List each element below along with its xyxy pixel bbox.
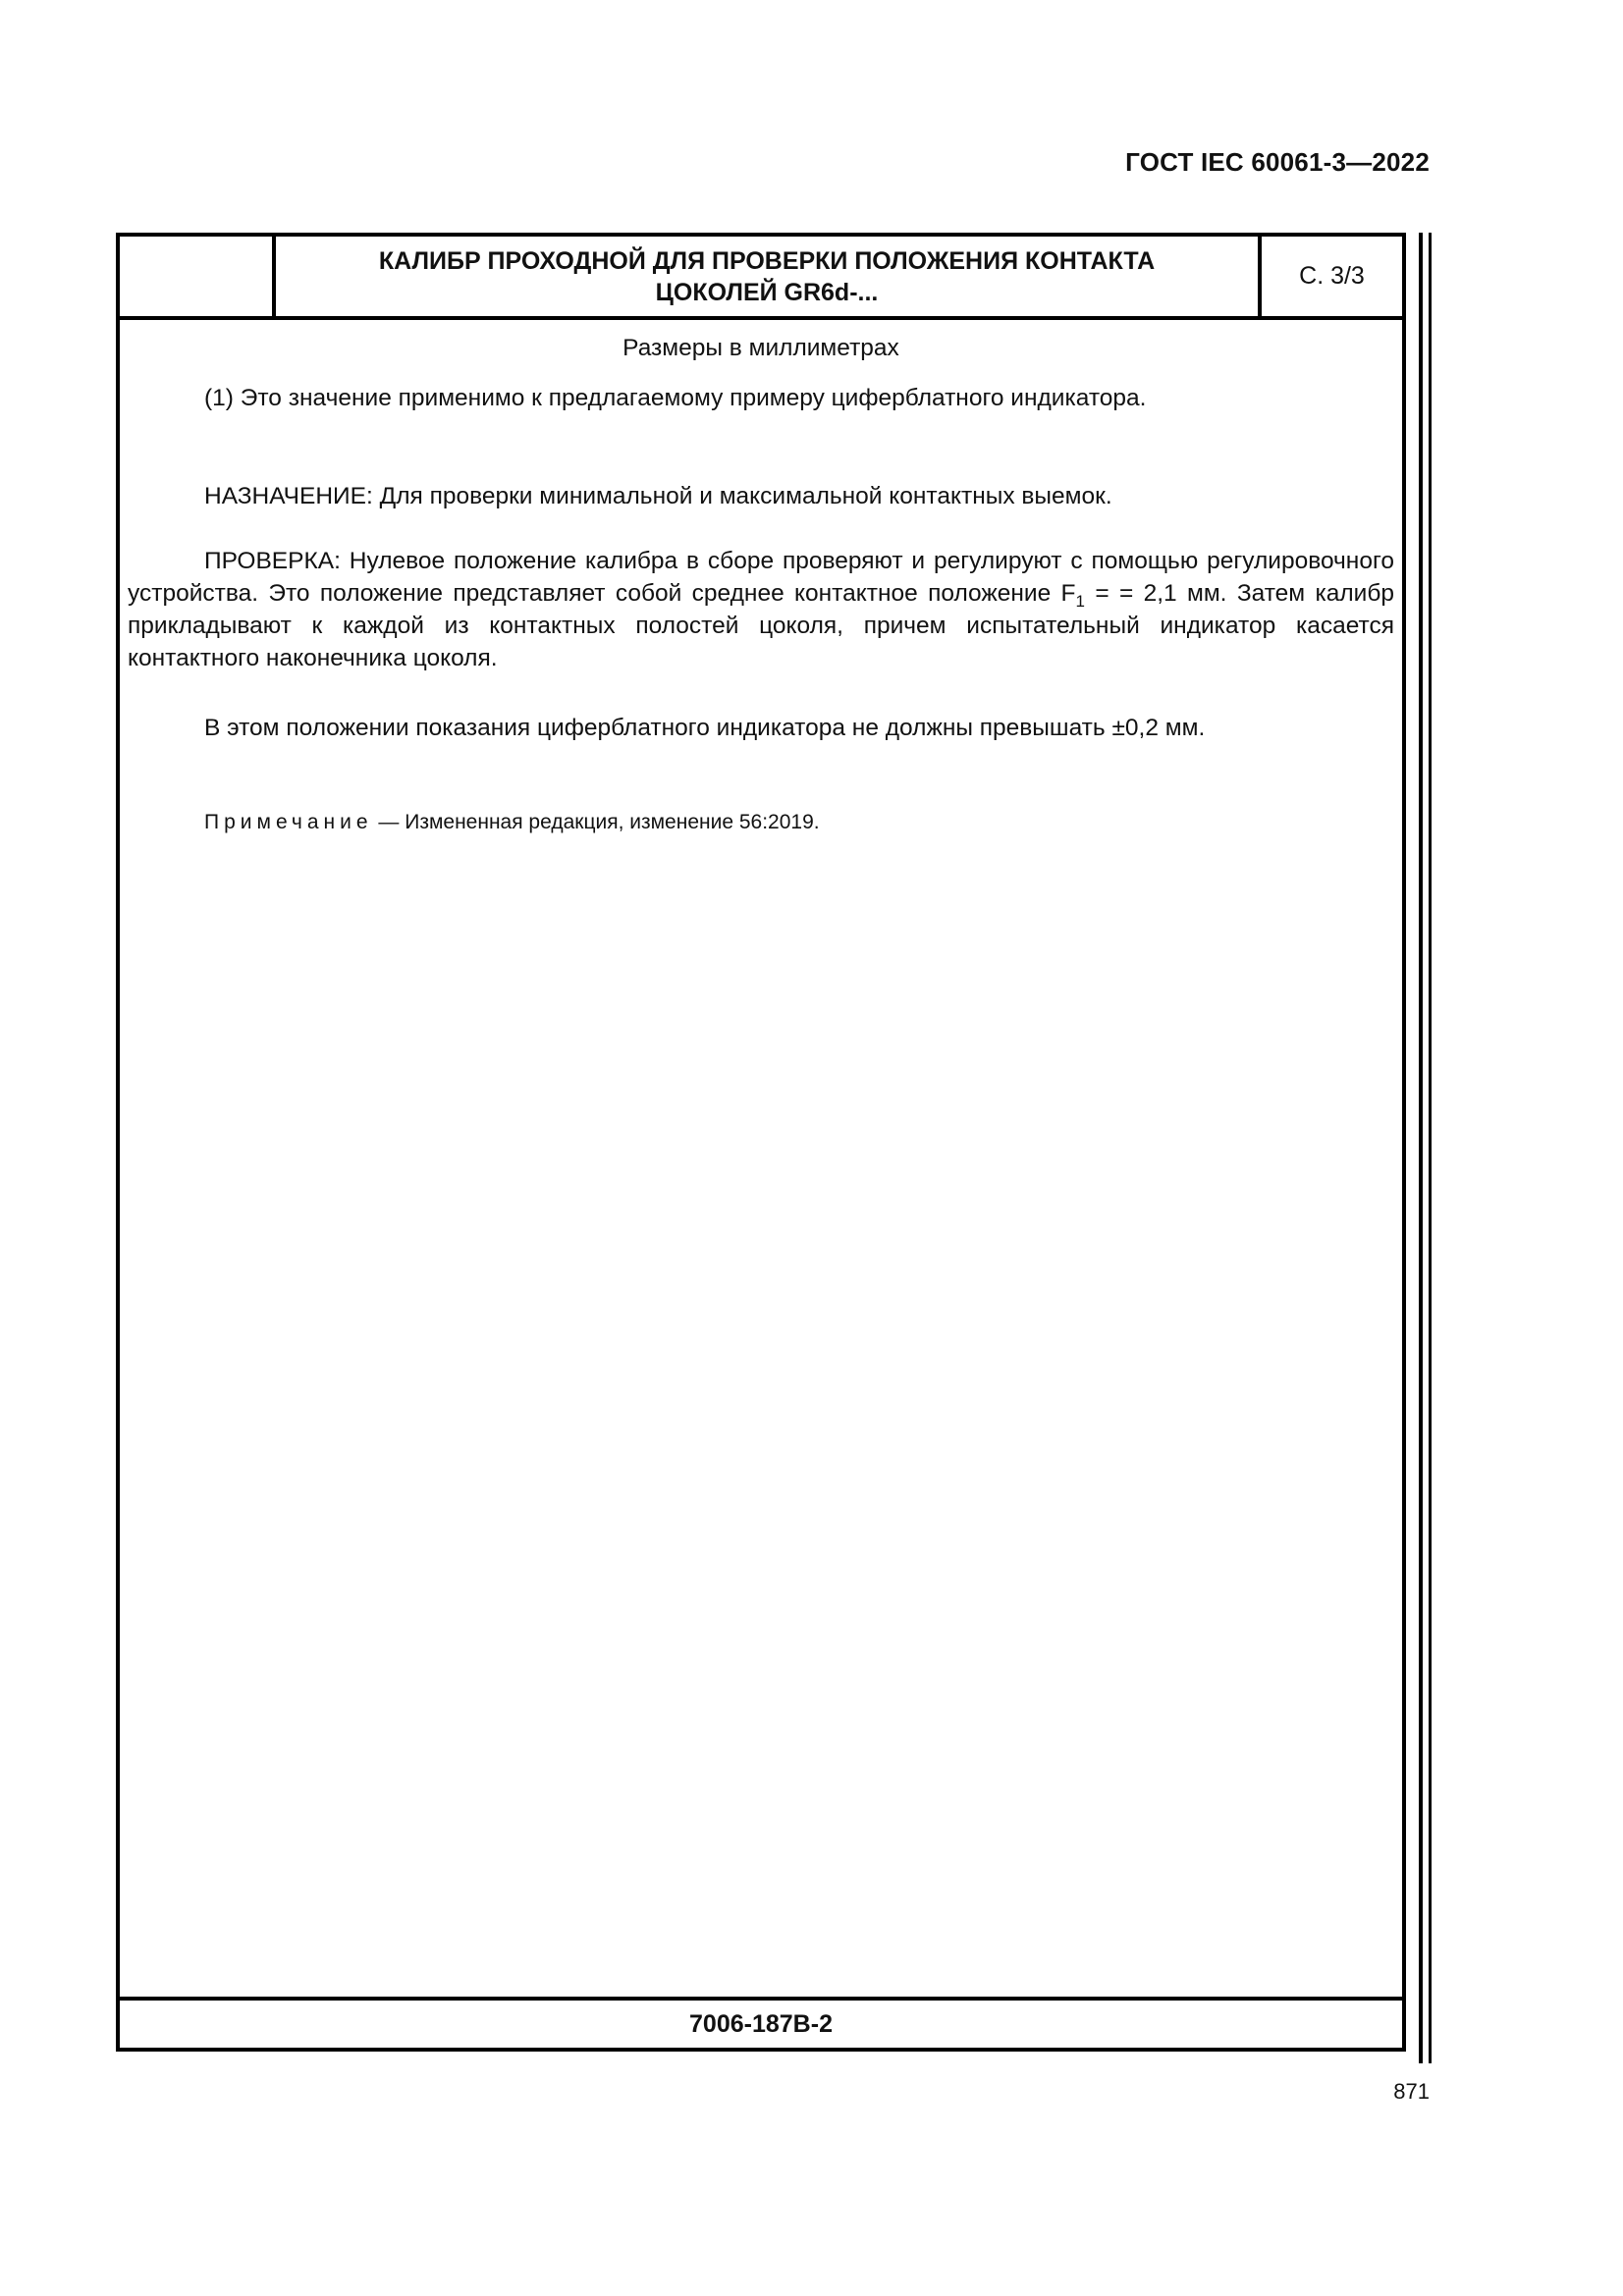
limit-paragraph: В этом положении показания циферблатного индикатора не должны превышать ±0,2 мм. <box>204 715 1206 741</box>
page-number: 871 <box>1393 2079 1430 2104</box>
check-text-part-2: = = 2,1 мм. Затем калибр прикладывают к каждой из контактных полостей цоколя, причем испытательный индикатор касается контактного наконечника цоколя. <box>128 580 1394 671</box>
frame-rail-outer <box>1419 233 1423 2063</box>
note-label: Примечание <box>204 811 373 833</box>
sheet-title <box>276 237 1258 316</box>
sheet-page-indicator: С. 3/3 <box>1258 237 1402 316</box>
drawing-sheet-frame <box>116 233 1406 2052</box>
check-paragraph <box>128 545 1394 674</box>
purpose-paragraph: НАЗНАЧЕНИЕ: Для проверки минимальной и максимальной контактных выемок. <box>204 483 1112 509</box>
standard-code: ГОСТ IEC 60061-3—2022 <box>1125 147 1430 177</box>
sheet-body <box>120 320 1402 2001</box>
sheet-header <box>120 237 1402 320</box>
note-text: — Измененная редакция, изменение 56:2019. <box>372 811 820 833</box>
check-subscript: 1 <box>1075 592 1085 611</box>
check-text-part-1: ПРОВЕРКА: Нулевое положение калибра в сборе проверяют и регулируют с помощью регулировочного устройства. Это положение представляет собой среднее контактное положение F <box>128 548 1394 607</box>
note <box>204 806 820 838</box>
units-caption: Размеры в миллиметрах <box>622 335 899 361</box>
frame-rail-inner <box>1429 233 1432 2063</box>
footnote: (1) Это значение применимо к предлагаемому примеру циферблатного индикатора. <box>204 385 1147 411</box>
sheet-title-line-2: ЦОКОЛЕЙ GR6d-... <box>655 278 879 306</box>
sheet-id: 7006-187B-2 <box>120 1997 1402 2048</box>
header-blank-cell <box>120 237 276 316</box>
sheet-title-line-1: КАЛИБР ПРОХОДНОЙ ДЛЯ ПРОВЕРКИ ПОЛОЖЕНИЯ КОНТАКТА <box>378 246 1156 275</box>
